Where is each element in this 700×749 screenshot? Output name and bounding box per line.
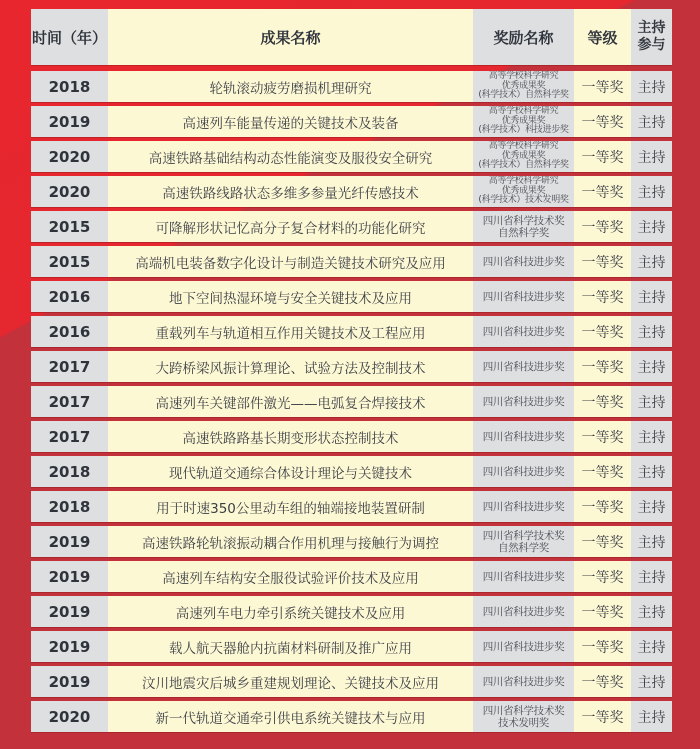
title-cell: 新一代轨道交通牵引供电系统关键技术与应用	[108, 701, 473, 732]
title-cell: 高速铁路路基长期变形状态控制技术	[108, 421, 473, 452]
award-line: 四川省科技进步奖	[482, 290, 565, 303]
role-cell: 主持	[631, 176, 672, 207]
award-cell	[473, 596, 574, 627]
title-cell: 高速列车关键部件激光——电弧复合焊接技术	[108, 386, 473, 417]
award-cell	[473, 701, 574, 732]
award-cell	[473, 561, 574, 592]
title-cell: 现代轨道交通综合体设计理论与关键技术	[108, 456, 473, 487]
award-cell	[473, 526, 574, 557]
title-cell: 可降解形状记忆高分子复合材料的功能化研究	[108, 211, 473, 242]
table-header	[31, 9, 672, 65]
award-line: 四川省科学技术奖	[482, 704, 565, 717]
grade-cell: 一等奖	[574, 386, 631, 417]
award-cell	[473, 386, 574, 417]
year-cell: 2020	[31, 176, 108, 207]
table-row	[31, 246, 672, 277]
title-cell: 用于时速350公里动车组的轴端接地装置研制	[108, 491, 473, 522]
award-cell	[473, 491, 574, 522]
grade-cell: 一等奖	[574, 316, 631, 347]
grade-cell: 一等奖	[574, 421, 631, 452]
role-cell: 主持	[631, 71, 672, 102]
grade-cell: 一等奖	[574, 561, 631, 592]
title-cell: 重载列车与轨道相互作用关键技术及工程应用	[108, 316, 473, 347]
award-line: 优秀成果奖	[501, 150, 546, 161]
award-cell	[473, 106, 574, 137]
award-cell	[473, 281, 574, 312]
award-line: 四川省科技进步奖	[482, 675, 565, 688]
grade-cell: 一等奖	[574, 666, 631, 697]
title-cell: 载人航天器舱内抗菌材料研制及推广应用	[108, 631, 473, 662]
role-cell: 主持	[631, 141, 672, 172]
year-cell: 2020	[31, 141, 108, 172]
grade-cell: 一等奖	[574, 596, 631, 627]
award-line: 四川省科技进步奖	[482, 640, 565, 653]
table-row	[31, 491, 672, 522]
year-cell: 2016	[31, 281, 108, 312]
award-line: 四川省科技进步奖	[482, 500, 565, 513]
role-cell: 主持	[631, 211, 672, 242]
header-role-line1: 主持	[637, 20, 666, 36]
award-line: 技术发明奖	[498, 716, 549, 729]
year-cell: 2018	[31, 491, 108, 522]
grade-cell: 一等奖	[574, 106, 631, 137]
year-cell: 2015	[31, 211, 108, 242]
grade-cell: 一等奖	[574, 701, 631, 732]
award-line: (科学技术）自然科学奖	[478, 90, 569, 101]
year-cell: 2019	[31, 106, 108, 137]
table-row	[31, 421, 672, 452]
table-row	[31, 386, 672, 417]
title-cell: 高端机电装备数字化设计与制造关键技术研究及应用	[108, 246, 473, 277]
award-cell	[473, 71, 574, 102]
award-line: 四川省科技进步奖	[482, 430, 565, 443]
award-line: 优秀成果奖	[501, 185, 546, 196]
year-cell: 2019	[31, 526, 108, 557]
table-row	[31, 141, 672, 172]
award-cell	[473, 211, 574, 242]
grade-cell: 一等奖	[574, 141, 631, 172]
role-cell: 主持	[631, 421, 672, 452]
role-cell: 主持	[631, 281, 672, 312]
year-cell: 2019	[31, 561, 108, 592]
award-cell	[473, 631, 574, 662]
table-row	[31, 561, 672, 592]
year-cell: 2016	[31, 316, 108, 347]
title-cell: 高速铁路轮轨滚振动耦合作用机理与接触行为调控	[108, 526, 473, 557]
title-cell: 汶川地震灾后城乡重建规划理论、关键技术及应用	[108, 666, 473, 697]
award-line: 四川省科学技术奖	[482, 529, 565, 542]
award-cell	[473, 141, 574, 172]
role-cell: 主持	[631, 701, 672, 732]
award-line: (科学技术）科技进步奖	[478, 125, 569, 136]
role-cell: 主持	[631, 351, 672, 382]
award-line: 四川省科技进步奖	[482, 325, 565, 338]
award-line: 优秀成果奖	[501, 80, 546, 91]
award-line: 四川省科技进步奖	[482, 465, 565, 478]
table-row	[31, 176, 672, 207]
award-line: 优秀成果奖	[501, 115, 546, 126]
grade-cell: 一等奖	[574, 211, 631, 242]
table-row	[31, 631, 672, 662]
table-row	[31, 316, 672, 347]
title-cell: 高速列车能量传递的关键技术及装备	[108, 106, 473, 137]
year-cell: 2020	[31, 701, 108, 732]
table-row	[31, 526, 672, 557]
grade-cell: 一等奖	[574, 176, 631, 207]
role-cell: 主持	[631, 666, 672, 697]
table-row	[31, 106, 672, 137]
award-line: 四川省科技进步奖	[482, 570, 565, 583]
header-award: 奖励名称	[473, 9, 574, 65]
role-cell: 主持	[631, 106, 672, 137]
year-cell: 2019	[31, 666, 108, 697]
header-role-line2: 参与	[637, 37, 666, 53]
award-line: 四川省科技进步奖	[482, 395, 565, 408]
awards-table	[31, 9, 672, 736]
role-cell: 主持	[631, 561, 672, 592]
table-row	[31, 701, 672, 732]
grade-cell: 一等奖	[574, 281, 631, 312]
table-row	[31, 281, 672, 312]
role-cell: 主持	[631, 246, 672, 277]
header-year: 时间（年）	[31, 9, 108, 65]
award-cell	[473, 456, 574, 487]
role-cell: 主持	[631, 386, 672, 417]
grade-cell: 一等奖	[574, 71, 631, 102]
table-body	[31, 71, 672, 732]
table-row	[31, 596, 672, 627]
header-title: 成果名称	[108, 9, 473, 65]
award-line: (科学技术）自然科学奖	[478, 160, 569, 171]
year-cell: 2015	[31, 246, 108, 277]
year-cell: 2017	[31, 386, 108, 417]
table-row	[31, 666, 672, 697]
role-cell: 主持	[631, 526, 672, 557]
award-line: 高等学校科学研究	[488, 106, 559, 117]
award-line: 自然科学奖	[498, 226, 549, 239]
award-line: 高等学校科学研究	[488, 141, 559, 152]
year-cell: 2018	[31, 71, 108, 102]
title-cell: 高速铁路基础结构动态性能演变及服役安全研究	[108, 141, 473, 172]
title-cell: 大跨桥梁风振计算理论、试验方法及控制技术	[108, 351, 473, 382]
title-cell: 地下空间热湿环境与安全关键技术及应用	[108, 281, 473, 312]
award-cell	[473, 176, 574, 207]
year-cell: 2018	[31, 456, 108, 487]
table-row	[31, 211, 672, 242]
award-line: 高等学校科学研究	[488, 71, 559, 82]
award-line: 四川省科学技术奖	[482, 214, 565, 227]
year-cell: 2017	[31, 351, 108, 382]
role-cell: 主持	[631, 491, 672, 522]
title-cell: 高速铁路线路状态多维多参量光纤传感技术	[108, 176, 473, 207]
award-line: (科学技术）技术发明奖	[478, 195, 569, 206]
award-cell	[473, 421, 574, 452]
grade-cell: 一等奖	[574, 351, 631, 382]
header-grade: 等级	[574, 9, 631, 65]
grade-cell: 一等奖	[574, 246, 631, 277]
award-line: 四川省科技进步奖	[482, 360, 565, 373]
table-row	[31, 71, 672, 102]
table-row	[31, 456, 672, 487]
award-line: 四川省科技进步奖	[482, 605, 565, 618]
year-cell: 2019	[31, 631, 108, 662]
header-role	[631, 9, 672, 65]
grade-cell: 一等奖	[574, 526, 631, 557]
title-cell: 高速列车电力牵引系统关键技术及应用	[108, 596, 473, 627]
role-cell: 主持	[631, 316, 672, 347]
title-cell: 轮轨滚动疲劳磨损机理研究	[108, 71, 473, 102]
grade-cell: 一等奖	[574, 456, 631, 487]
year-cell: 2019	[31, 596, 108, 627]
grade-cell: 一等奖	[574, 631, 631, 662]
grade-cell: 一等奖	[574, 491, 631, 522]
award-line: 自然科学奖	[498, 541, 549, 554]
award-line: 高等学校科学研究	[488, 176, 559, 187]
role-cell: 主持	[631, 596, 672, 627]
award-cell	[473, 316, 574, 347]
role-cell: 主持	[631, 631, 672, 662]
title-cell: 高速列车结构安全服役试验评价技术及应用	[108, 561, 473, 592]
role-cell: 主持	[631, 456, 672, 487]
year-cell: 2017	[31, 421, 108, 452]
award-cell	[473, 246, 574, 277]
award-cell	[473, 666, 574, 697]
award-cell	[473, 351, 574, 382]
table-row	[31, 351, 672, 382]
award-line: 四川省科技进步奖	[482, 255, 565, 268]
